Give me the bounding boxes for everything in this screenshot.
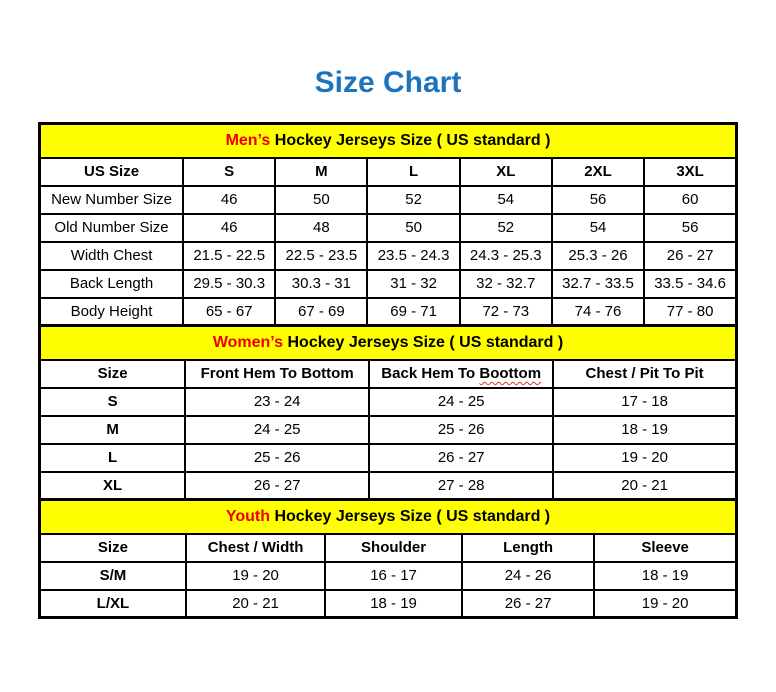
cell: 32.7 - 33.5 xyxy=(552,270,644,298)
table-row xyxy=(40,214,737,242)
table-row xyxy=(40,472,737,500)
cell: 50 xyxy=(367,214,459,242)
cell: 24 - 26 xyxy=(462,562,594,590)
mens-label-highlight: Men’s xyxy=(225,131,271,149)
mens-column-header: US Size xyxy=(40,158,184,186)
row-label: Width Chest xyxy=(40,242,184,270)
youth-column-header: Sleeve xyxy=(594,534,736,562)
youth-section-header-row xyxy=(40,500,737,534)
womens-label-rest: Hockey Jerseys Size ( US standard ) xyxy=(283,333,564,351)
youth-column-header: Size xyxy=(40,534,186,562)
cell: 17 - 18 xyxy=(553,388,736,416)
mens-column-header: XL xyxy=(460,158,552,186)
table-row xyxy=(40,186,737,214)
cell: 31 - 32 xyxy=(367,270,459,298)
womens-column-header: Size xyxy=(40,360,186,388)
cell: 67 - 69 xyxy=(275,298,367,326)
back-hem-misspelled-word: Boottom xyxy=(479,365,542,382)
mens-size-table xyxy=(38,122,738,327)
cell: 33.5 - 34.6 xyxy=(644,270,736,298)
row-label: L xyxy=(40,444,186,472)
cell: 72 - 73 xyxy=(460,298,552,326)
cell: 26 - 27 xyxy=(462,590,594,618)
cell: 46 xyxy=(183,214,275,242)
cell: 46 xyxy=(183,186,275,214)
cell: 32 - 32.7 xyxy=(460,270,552,298)
row-label: New Number Size xyxy=(40,186,184,214)
table-row xyxy=(40,242,737,270)
womens-section-header-row xyxy=(40,326,737,360)
table-row xyxy=(40,444,737,472)
table-row xyxy=(40,590,737,618)
cell: 26 - 27 xyxy=(185,472,369,500)
youth-size-table xyxy=(38,498,738,619)
row-label: XL xyxy=(40,472,186,500)
row-label: S/M xyxy=(40,562,186,590)
cell: 60 xyxy=(644,186,736,214)
cell: 19 - 20 xyxy=(186,562,325,590)
youth-label-rest: Hockey Jerseys Size ( US standard ) xyxy=(270,507,551,525)
cell: 50 xyxy=(275,186,367,214)
cell: 77 - 80 xyxy=(644,298,736,326)
womens-label-highlight: Women’s xyxy=(212,333,284,351)
cell: 24 - 25 xyxy=(185,416,369,444)
cell: 48 xyxy=(275,214,367,242)
cell: 25 - 26 xyxy=(369,416,553,444)
cell: 25 - 26 xyxy=(185,444,369,472)
row-label: M xyxy=(40,416,186,444)
womens-column-header-row xyxy=(40,360,737,388)
cell: 16 - 17 xyxy=(325,562,462,590)
cell: 21.5 - 22.5 xyxy=(183,242,275,270)
mens-column-header: M xyxy=(275,158,367,186)
table-row xyxy=(40,562,737,590)
mens-column-header-row xyxy=(40,158,737,186)
row-label: L/XL xyxy=(40,590,186,618)
cell: 22.5 - 23.5 xyxy=(275,242,367,270)
row-label: Back Length xyxy=(40,270,184,298)
table-row xyxy=(40,388,737,416)
mens-section-header-row xyxy=(40,124,737,158)
cell: 54 xyxy=(552,214,644,242)
cell: 30.3 - 31 xyxy=(275,270,367,298)
cell: 56 xyxy=(644,214,736,242)
cell: 19 - 20 xyxy=(594,590,736,618)
cell: 23.5 - 24.3 xyxy=(367,242,459,270)
cell: 18 - 19 xyxy=(594,562,736,590)
cell: 26 - 27 xyxy=(644,242,736,270)
mens-label-rest: Hockey Jerseys Size ( US standard ) xyxy=(270,131,551,149)
cell: 20 - 21 xyxy=(186,590,325,618)
size-chart-tables xyxy=(38,122,738,619)
youth-column-header: Chest / Width xyxy=(186,534,325,562)
cell: 24 - 25 xyxy=(369,388,553,416)
cell: 74 - 76 xyxy=(552,298,644,326)
mens-column-header: L xyxy=(367,158,459,186)
row-label: Body Height xyxy=(40,298,184,326)
cell: 52 xyxy=(367,186,459,214)
cell: 20 - 21 xyxy=(553,472,736,500)
womens-column-header xyxy=(369,360,553,388)
womens-column-header: Chest / Pit To Pit xyxy=(553,360,736,388)
row-label: Old Number Size xyxy=(40,214,184,242)
cell: 29.5 - 30.3 xyxy=(183,270,275,298)
mens-column-header: 2XL xyxy=(552,158,644,186)
womens-size-table xyxy=(38,324,738,501)
cell: 54 xyxy=(460,186,552,214)
table-row xyxy=(40,270,737,298)
cell: 18 - 19 xyxy=(325,590,462,618)
cell: 24.3 - 25.3 xyxy=(460,242,552,270)
womens-section-header xyxy=(40,326,737,360)
row-label: S xyxy=(40,388,186,416)
cell: 65 - 67 xyxy=(183,298,275,326)
mens-column-header: 3XL xyxy=(644,158,736,186)
cell: 25.3 - 26 xyxy=(552,242,644,270)
youth-label-highlight: Youth xyxy=(225,507,270,525)
table-row xyxy=(40,298,737,326)
cell: 56 xyxy=(552,186,644,214)
cell: 19 - 20 xyxy=(553,444,736,472)
table-row xyxy=(40,416,737,444)
womens-column-header: Front Hem To Bottom xyxy=(185,360,369,388)
youth-column-header: Shoulder xyxy=(325,534,462,562)
mens-column-header: S xyxy=(183,158,275,186)
youth-column-header: Length xyxy=(462,534,594,562)
cell: 18 - 19 xyxy=(553,416,736,444)
cell: 69 - 71 xyxy=(367,298,459,326)
cell: 23 - 24 xyxy=(185,388,369,416)
youth-column-header-row xyxy=(40,534,737,562)
cell: 52 xyxy=(460,214,552,242)
cell: 27 - 28 xyxy=(369,472,553,500)
cell: 26 - 27 xyxy=(369,444,553,472)
mens-section-header xyxy=(40,124,737,158)
back-hem-prefix: Back Hem To xyxy=(381,365,480,382)
page-title: Size Chart xyxy=(314,66,462,99)
youth-section-header xyxy=(40,500,737,534)
